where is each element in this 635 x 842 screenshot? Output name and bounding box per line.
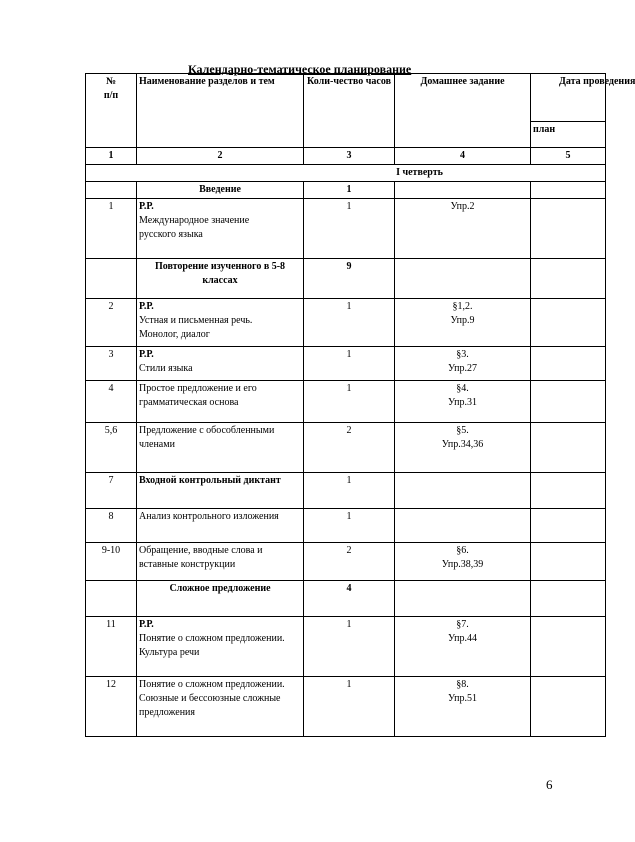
lesson-text: Понятие о сложном предложении. Союзные и бессоюзные сложные предложения	[139, 679, 285, 718]
date-cell	[531, 581, 606, 617]
homework-cell	[395, 473, 531, 509]
lesson-topic	[137, 199, 304, 259]
lesson-row	[86, 199, 606, 259]
hours-cell: 9	[304, 259, 395, 299]
homework-cell: §8. Упр.51	[395, 677, 531, 737]
lesson-number: 5,6	[86, 423, 137, 473]
date-cell	[531, 347, 606, 381]
lesson-bold-label: Р.Р.	[139, 201, 154, 212]
hours-cell: 2	[304, 423, 395, 473]
header-date: Дата проведения	[531, 74, 606, 122]
homework-cell	[395, 259, 531, 299]
homework-cell: §3. Упр.27	[395, 347, 531, 381]
hours-cell: 2	[304, 543, 395, 581]
date-cell	[531, 259, 606, 299]
lesson-row	[86, 617, 606, 677]
column-number: 3	[304, 148, 395, 165]
homework-cell: §7. Упр.44	[395, 617, 531, 677]
lesson-number: 3	[86, 347, 137, 381]
homework-cell	[395, 581, 531, 617]
homework-cell	[395, 182, 531, 199]
hours-cell: 1	[304, 299, 395, 347]
header-num: № п/п	[86, 74, 137, 148]
num-cell	[86, 581, 137, 617]
lesson-bold-label: Р.Р.	[139, 301, 154, 312]
hours-cell: 1	[304, 473, 395, 509]
lesson-topic	[137, 543, 304, 581]
plan-table	[85, 73, 635, 737]
lesson-text: Стили языка	[139, 363, 193, 374]
header-row	[86, 74, 606, 122]
hours-cell: 1	[304, 509, 395, 543]
hours-cell: 1	[304, 617, 395, 677]
lesson-row	[86, 543, 606, 581]
lesson-topic	[137, 617, 304, 677]
lesson-number: 2	[86, 299, 137, 347]
hours-cell: 1	[304, 677, 395, 737]
lesson-number: 8	[86, 509, 137, 543]
homework-cell: §6. Упр.38,39	[395, 543, 531, 581]
header-name: Наименование разделов и тем	[137, 74, 304, 148]
date-cell	[531, 617, 606, 677]
lesson-bold-label: Входной контрольный диктант	[139, 475, 281, 486]
lesson-topic	[137, 347, 304, 381]
lesson-topic	[137, 473, 304, 509]
lesson-number: 1	[86, 199, 137, 259]
lesson-row	[86, 299, 606, 347]
column-number-row	[86, 148, 606, 165]
lesson-row	[86, 677, 606, 737]
quarter-label: I четверть	[86, 165, 606, 182]
lesson-topic	[137, 677, 304, 737]
lesson-number: 9-10	[86, 543, 137, 581]
homework-cell	[395, 509, 531, 543]
lesson-topic	[137, 299, 304, 347]
document-title: Календарно-тематическое планирование	[188, 62, 412, 76]
lesson-number: 4	[86, 381, 137, 423]
header-plan: план	[531, 122, 606, 148]
date-cell	[531, 299, 606, 347]
homework-cell: §4. Упр.31	[395, 381, 531, 423]
lesson-text: Простое предложение и его грамматическая основа	[139, 383, 257, 408]
section-row	[86, 581, 606, 617]
quarter-row	[86, 165, 606, 182]
header-homework: Домашнее задание	[395, 74, 531, 148]
homework-cell: Упр.2	[395, 199, 531, 259]
section-title: Повторение изученного в 5-8 классах	[137, 259, 304, 299]
lesson-row	[86, 381, 606, 423]
lesson-number: 11	[86, 617, 137, 677]
num-cell	[86, 259, 137, 299]
lesson-row	[86, 423, 606, 473]
lesson-text: Анализ контрольного изложения	[139, 511, 279, 522]
lesson-number: 12	[86, 677, 137, 737]
hours-cell: 1	[304, 182, 395, 199]
column-number: 4	[395, 148, 531, 165]
hours-cell: 4	[304, 581, 395, 617]
date-cell	[531, 473, 606, 509]
date-cell	[531, 381, 606, 423]
date-cell	[531, 509, 606, 543]
lesson-bold-label: Р.Р.	[139, 349, 154, 360]
num-cell	[86, 182, 137, 199]
date-cell	[531, 677, 606, 737]
section-row	[86, 182, 606, 199]
date-cell	[531, 199, 606, 259]
lesson-number: 7	[86, 473, 137, 509]
column-number: 1	[86, 148, 137, 165]
lesson-topic	[137, 423, 304, 473]
section-title: Введение	[137, 182, 304, 199]
lesson-text: Понятие о сложном предложении. Культура речи	[139, 633, 285, 658]
hours-cell: 1	[304, 199, 395, 259]
section-title: Сложное предложение	[137, 581, 304, 617]
column-number: 2	[137, 148, 304, 165]
date-cell	[531, 182, 606, 199]
lesson-row	[86, 509, 606, 543]
lesson-topic	[137, 509, 304, 543]
lesson-text: Международное значение русского языка	[139, 215, 250, 240]
section-row	[86, 259, 606, 299]
hours-cell: 1	[304, 381, 395, 423]
lesson-row	[86, 347, 606, 381]
lesson-bold-label: Р.Р.	[139, 619, 154, 630]
date-cell	[531, 423, 606, 473]
lesson-topic	[137, 381, 304, 423]
hours-cell: 1	[304, 347, 395, 381]
homework-cell: §5. Упр.34,36	[395, 423, 531, 473]
lesson-text: Устная и письменная речь. Монолог, диалог	[139, 315, 253, 340]
column-number: 5	[531, 148, 606, 165]
lesson-row	[86, 473, 606, 509]
page-number: 6	[546, 777, 553, 792]
homework-cell: §1,2. Упр.9	[395, 299, 531, 347]
date-cell	[531, 543, 606, 581]
header-hours: Коли-чество часов	[304, 74, 395, 148]
lesson-text: Предложение с обособленными членами	[139, 425, 275, 450]
lesson-text: Обращение, вводные слова и вставные конструкции	[139, 545, 263, 570]
